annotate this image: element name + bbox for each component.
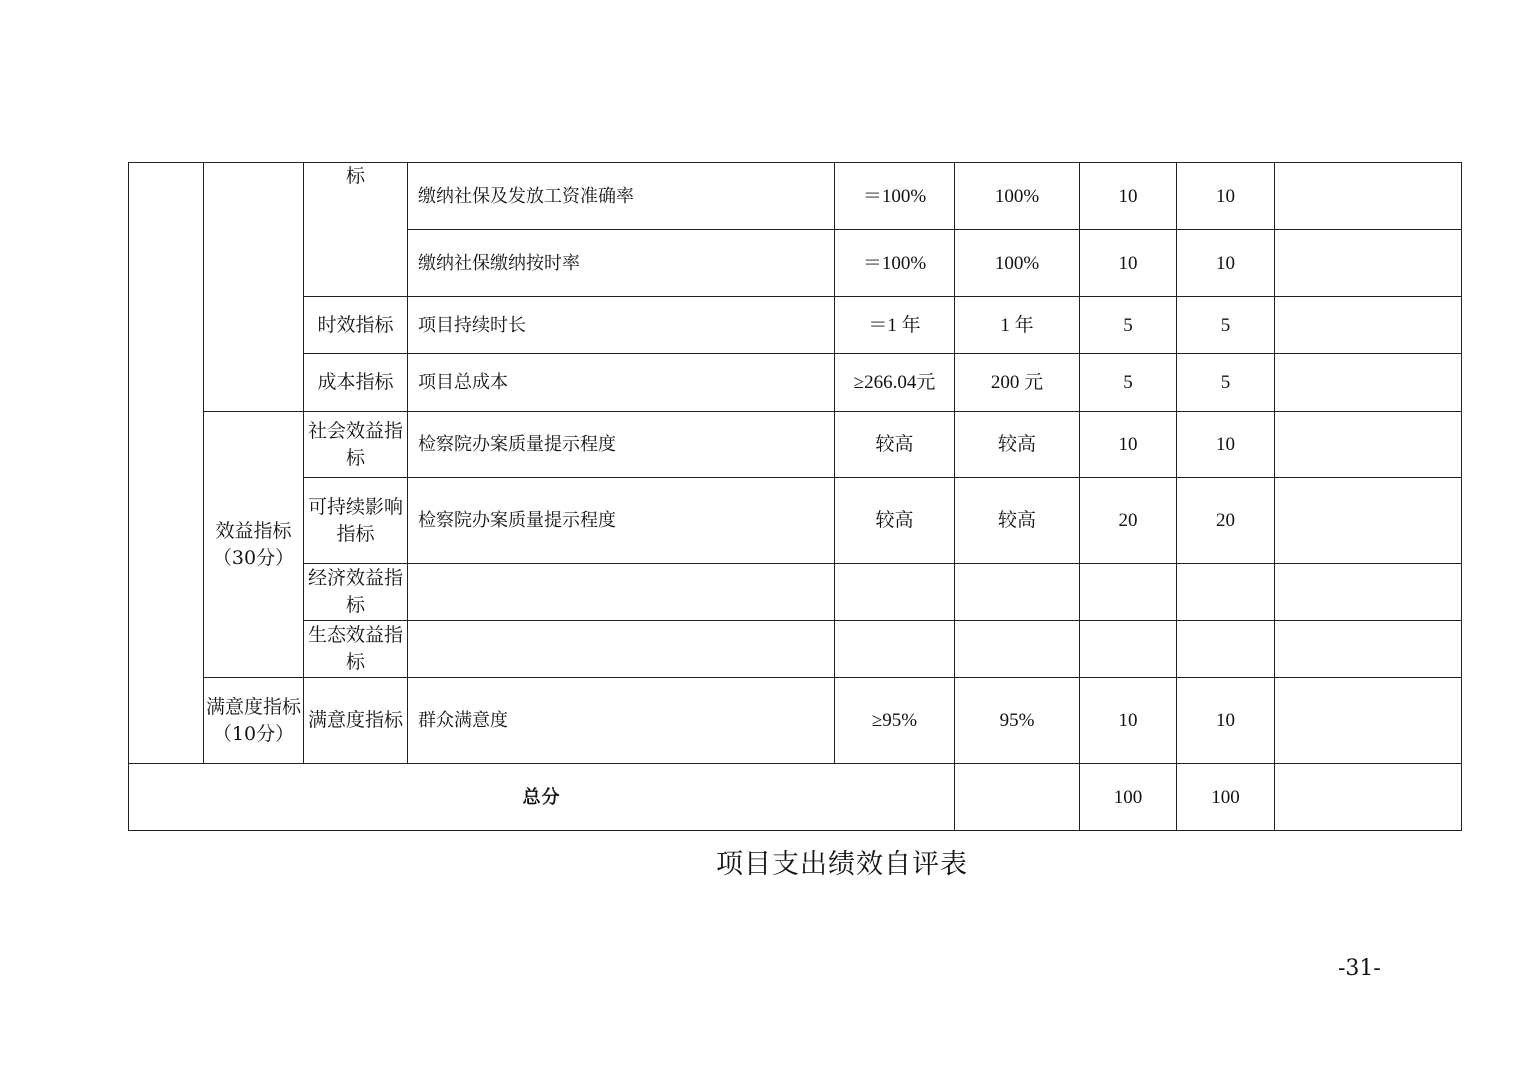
indicator-cell: 项目持续时长 (408, 297, 835, 354)
score-cell: 10 (1177, 412, 1275, 478)
level2-category-cell (204, 163, 304, 412)
actual-value-cell: 较高 (955, 478, 1080, 564)
indicator-cell: 缴纳社保缴纳按时率 (408, 230, 835, 297)
actual-value-cell (955, 621, 1080, 678)
total-label-cell: 总分 (129, 764, 955, 831)
level3-category-cell: 可持续影响指标 (304, 478, 408, 564)
table-row (129, 354, 1462, 412)
weight-cell: 20 (1080, 478, 1177, 564)
actual-value-cell: 1 年 (955, 297, 1080, 354)
level2-category-cell: 效益指标（30分） (204, 412, 304, 678)
target-value-cell (835, 621, 955, 678)
target-value-cell: ≥95% (835, 678, 955, 764)
table-row (129, 163, 1462, 230)
target-value-cell: ＝100% (835, 230, 955, 297)
table-row (129, 412, 1462, 478)
level1-category-cell (129, 163, 204, 764)
total-row (129, 764, 1462, 831)
total-actual-cell (955, 764, 1080, 831)
table-row (129, 478, 1462, 564)
total-score-cell: 100 (1177, 764, 1275, 831)
actual-value-cell (955, 564, 1080, 621)
actual-value-cell: 100% (955, 163, 1080, 230)
weight-cell: 5 (1080, 297, 1177, 354)
level3-category-cell: 时效指标 (304, 297, 408, 354)
level2-category-cell: 满意度指标（10分） (204, 678, 304, 764)
target-value-cell: 较高 (835, 412, 955, 478)
level3-category-cell: 满意度指标 (304, 678, 408, 764)
table-row (129, 621, 1462, 678)
page-number: -31- (1338, 956, 1381, 981)
target-value-cell: ＝1 年 (835, 297, 955, 354)
remark-cell (1275, 678, 1462, 764)
target-value-cell (835, 564, 955, 621)
total-remark-cell (1275, 764, 1462, 831)
remark-cell (1275, 297, 1462, 354)
table-row (129, 678, 1462, 764)
performance-table (128, 162, 1462, 831)
weight-cell: 10 (1080, 412, 1177, 478)
remark-cell (1275, 412, 1462, 478)
weight-cell: 10 (1080, 678, 1177, 764)
indicator-cell (408, 621, 835, 678)
score-cell: 10 (1177, 230, 1275, 297)
score-cell: 20 (1177, 478, 1275, 564)
actual-value-cell: 95% (955, 678, 1080, 764)
indicator-cell: 项目总成本 (408, 354, 835, 412)
indicator-cell: 检察院办案质量提示程度 (408, 478, 835, 564)
indicator-cell: 缴纳社保及发放工资准确率 (408, 163, 835, 230)
total-weight-cell: 100 (1080, 764, 1177, 831)
indicator-cell: 检察院办案质量提示程度 (408, 412, 835, 478)
indicator-cell: 群众满意度 (408, 678, 835, 764)
table-row (129, 564, 1462, 621)
level3-category-cell: 成本指标 (304, 354, 408, 412)
document-title: 项目支出绩效自评表 (716, 849, 968, 880)
remark-cell (1275, 163, 1462, 230)
level3-category-cell: 社会效益指标 (304, 412, 408, 478)
remark-cell (1275, 564, 1462, 621)
score-cell (1177, 564, 1275, 621)
actual-value-cell: 200 元 (955, 354, 1080, 412)
remark-cell (1275, 230, 1462, 297)
score-cell: 10 (1177, 678, 1275, 764)
weight-cell (1080, 621, 1177, 678)
score-cell (1177, 621, 1275, 678)
target-value-cell: 较高 (835, 478, 955, 564)
target-value-cell: ≥266.04元 (835, 354, 955, 412)
actual-value-cell: 较高 (955, 412, 1080, 478)
remark-cell (1275, 621, 1462, 678)
weight-cell: 5 (1080, 354, 1177, 412)
level3-category-cell: 经济效益指标 (304, 564, 408, 621)
weight-cell (1080, 564, 1177, 621)
weight-cell: 10 (1080, 230, 1177, 297)
score-cell: 10 (1177, 163, 1275, 230)
level3-category-cell: 标 (304, 163, 408, 297)
remark-cell (1275, 478, 1462, 564)
remark-cell (1275, 354, 1462, 412)
level3-category-cell: 生态效益指标 (304, 621, 408, 678)
score-cell: 5 (1177, 297, 1275, 354)
table-row (129, 297, 1462, 354)
actual-value-cell: 100% (955, 230, 1080, 297)
indicator-cell (408, 564, 835, 621)
score-cell: 5 (1177, 354, 1275, 412)
target-value-cell: ＝100% (835, 163, 955, 230)
weight-cell: 10 (1080, 163, 1177, 230)
